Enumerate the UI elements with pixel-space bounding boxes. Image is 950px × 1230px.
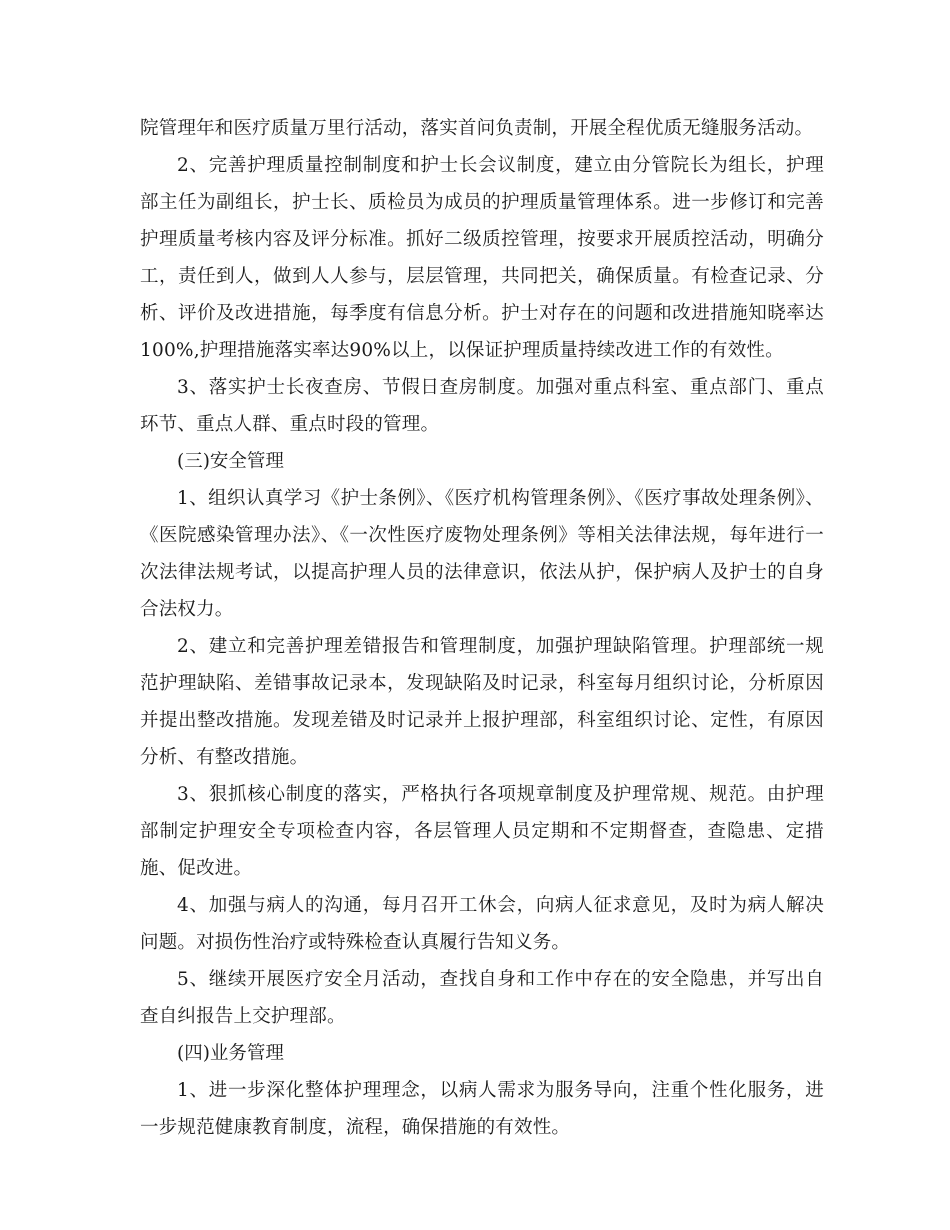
paragraph-patient-communication: 4、加强与病人的沟通，每月召开工休会，向病人征求意见，及时为病人解决问题。对损伤性治疗或特殊检查认真履行告知义务。 (140, 895, 824, 953)
paragraph-law-study: 1、组织认真学习《护士条例》、《医疗机构管理条例》、《医疗事故处理条例》、《医院感染管理办法》、《一次性医疗废物处理条例》等相关法律法规，每年进行一次法律法规考试，以提高护理人员的法律意识，依法从护，保护病人及护士的自身合法权力。 (140, 488, 824, 620)
paragraph-error-report: 2、建立和完善护理差错报告和管理制度，加强护理缺陷管理。护理部统一规范护理缺陷、差错事故记录本，发现缺陷及时记录，科室每月组织讨论，分析原因并提出整改措施。发现差错及时记录并上报护理部，科室组织讨论、定性，有原因分析、有整改措施。 (140, 636, 824, 768)
paragraph-continuation: 院管理年和医疗质量万里行活动，落实首问负责制，开展全程优质无缝服务活动。 (140, 118, 814, 139)
section-heading-safety: (三)安全管理 (177, 451, 284, 472)
paragraph-core-system: 3、狠抓核心制度的落实，严格执行各项规章制度及护理常规、规范。由护理部制定护理安全专项检查内容，各层管理人员定期和不定期督查，查隐患、定措施、促改进。 (140, 784, 824, 879)
paragraph-quality-control: 2、完善护理质量控制制度和护士长会议制度，建立由分管院长为组长，护理部主任为副组长，护士长、质检员为成员的护理质量管理体系。进一步修订和完善护理质量考核内容及评分标准。抓好二级质控管理，按要求开展质控活动，明确分工，责任到人，做到人人参与，层层管理，共同把关，确保质量。有检查记录、分析、评价及改进措施，每季度有信息分析。护士对存在的问题和改进措施知晓率达100%,护理措施落实率达90%以上，以保证护理质量持续改进工作的有效性。 (140, 155, 824, 361)
document-page (140, 110, 824, 1146)
section-heading-business: (四)业务管理 (177, 1043, 284, 1064)
paragraph-safety-month: 5、继续开展医疗安全月活动，查找自身和工作中存在的安全隐患，并写出自查自纠报告上交护理部。 (140, 969, 824, 1027)
paragraph-holistic-care: 1、进一步深化整体护理理念，以病人需求为服务导向，注重个性化服务，进一步规范健康教育制度，流程，确保措施的有效性。 (140, 1080, 824, 1138)
paragraph-night-rounds: 3、落实护士长夜查房、节假日查房制度。加强对重点科室、重点部门、重点环节、重点人群、重点时段的管理。 (140, 377, 824, 435)
